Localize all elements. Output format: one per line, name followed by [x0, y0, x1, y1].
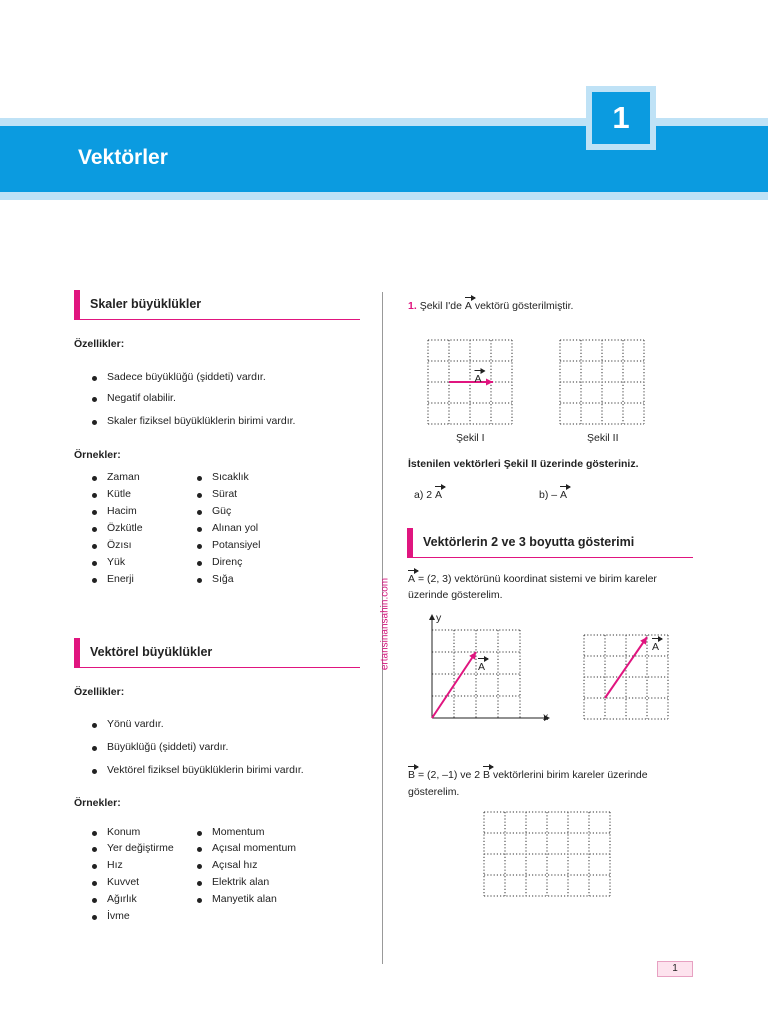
list-item: Açısal momentum: [197, 842, 296, 854]
list-item: İvme: [92, 910, 130, 922]
list-item: Sığa: [197, 573, 234, 585]
paragraph-line: gösterelim.: [408, 786, 460, 798]
part-b: [539, 489, 567, 501]
vector-symbol: A: [435, 489, 443, 501]
vector-symbol: A: [408, 573, 416, 585]
list-item: Kuvvet: [92, 876, 139, 888]
list-item: Momentum: [197, 826, 265, 838]
figure-vector-label: A: [474, 373, 482, 385]
list-item: Sadece büyüklüğü (şiddeti) vardır.: [92, 371, 266, 383]
list-item: Skaler fiziksel büyüklüklerin birimi vardır.: [92, 415, 295, 427]
website-watermark[interactable]: ertansinansahin.com: [379, 577, 391, 671]
list-item: Direnç: [197, 556, 242, 568]
scalar-examples-label: Örnekler:: [74, 449, 121, 461]
page-number: 1: [657, 961, 693, 977]
paragraph-text: vektörlerini birim kareler üzerinde: [492, 769, 648, 781]
figure-caption-1: Şekil I: [456, 432, 485, 444]
list-item: Negatif olabilir.: [92, 392, 176, 404]
section-heading-vector: [74, 638, 360, 668]
list-item: Zaman: [92, 471, 140, 483]
list-item: Güç: [197, 505, 231, 517]
paragraph-line: [408, 769, 648, 781]
section-heading-scalar: [74, 290, 360, 320]
list-item: Kütle: [92, 488, 131, 500]
paragraph-line: [408, 573, 657, 585]
chapter-number: 1: [592, 92, 650, 144]
part-a: [414, 489, 442, 501]
vector-examples-label: Örnekler:: [74, 797, 121, 809]
vector-symbol: A: [464, 300, 472, 312]
figure-grid-2: [560, 340, 648, 424]
list-item: Ağırlık: [92, 893, 137, 905]
list-item: Özısı: [92, 539, 132, 551]
vector-features-label: Özellikler:: [74, 686, 125, 698]
list-item: Hacim: [92, 505, 137, 517]
list-item: Manyetik alan: [197, 893, 277, 905]
vector-symbol: A: [560, 489, 568, 501]
paragraph-line: üzerinde gösterelim.: [408, 589, 503, 601]
section-heading-text: Vektörlerin 2 ve 3 boyutta gösterimi: [423, 535, 635, 549]
list-item: Yer değiştirme: [92, 842, 174, 854]
question-text: Şekil I'de: [419, 300, 462, 312]
part-a-prefix: a) 2: [414, 489, 433, 501]
list-item: Vektörel fiziksel büyüklüklerin birimi vardır.: [92, 764, 304, 776]
list-item: Elektrik alan: [197, 876, 269, 888]
question-text: vektörü gösterilmiştir.: [474, 300, 574, 312]
section-heading-text: Vektörel büyüklükler: [90, 645, 213, 659]
paragraph-text: = (2, 3) vektörünü koordinat sistemi ve birim kareler: [417, 573, 657, 585]
axis-label-y: y: [436, 612, 442, 624]
paragraph-text: = (2, –1) ve 2: [417, 769, 481, 781]
list-item: Yük: [92, 556, 125, 568]
list-item: Yönü vardır.: [92, 718, 164, 730]
list-item: Alınan yol: [197, 522, 258, 534]
list-item: Sürat: [197, 488, 237, 500]
list-item: Hız: [92, 859, 123, 871]
list-item: Potansiyel: [197, 539, 260, 551]
scalar-features-label: Özellikler:: [74, 338, 125, 350]
figure-vector-label: A: [478, 661, 486, 673]
section-heading-2d-3d: [407, 528, 693, 558]
figure-vector-label: A: [652, 641, 660, 653]
list-item: Sıcaklık: [197, 471, 249, 483]
vector-symbol: B: [483, 769, 491, 781]
list-item: Enerji: [92, 573, 134, 585]
figure-caption-2: Şekil II: [587, 432, 619, 444]
section-heading-text: Skaler büyüklükler: [90, 297, 202, 311]
list-item: Büyüklüğü (şiddeti) vardır.: [92, 741, 228, 753]
question-1-text: [408, 300, 573, 312]
vector-a-arrow: [432, 652, 476, 718]
figure-grid-1: [428, 340, 516, 424]
list-item: Konum: [92, 826, 140, 838]
axis-label-x: x: [543, 711, 549, 723]
y-axis-arrowhead: [429, 614, 435, 620]
page-title: Vektörler: [78, 146, 168, 169]
list-item: Açısal hız: [197, 859, 258, 871]
coordinate-figure: [426, 612, 554, 724]
part-b-prefix: b) –: [539, 489, 558, 501]
list-item: Özkütle: [92, 522, 143, 534]
unit-grid-figure-blank: [484, 812, 616, 896]
vector-a-arrow: [605, 637, 647, 698]
question-instruction: İstenilen vektörleri Şekil II üzerinde gösteriniz.: [408, 458, 639, 470]
vector-a-arrow-head: [486, 379, 493, 386]
vector-symbol: B: [408, 769, 416, 781]
question-number: 1.: [408, 300, 417, 312]
